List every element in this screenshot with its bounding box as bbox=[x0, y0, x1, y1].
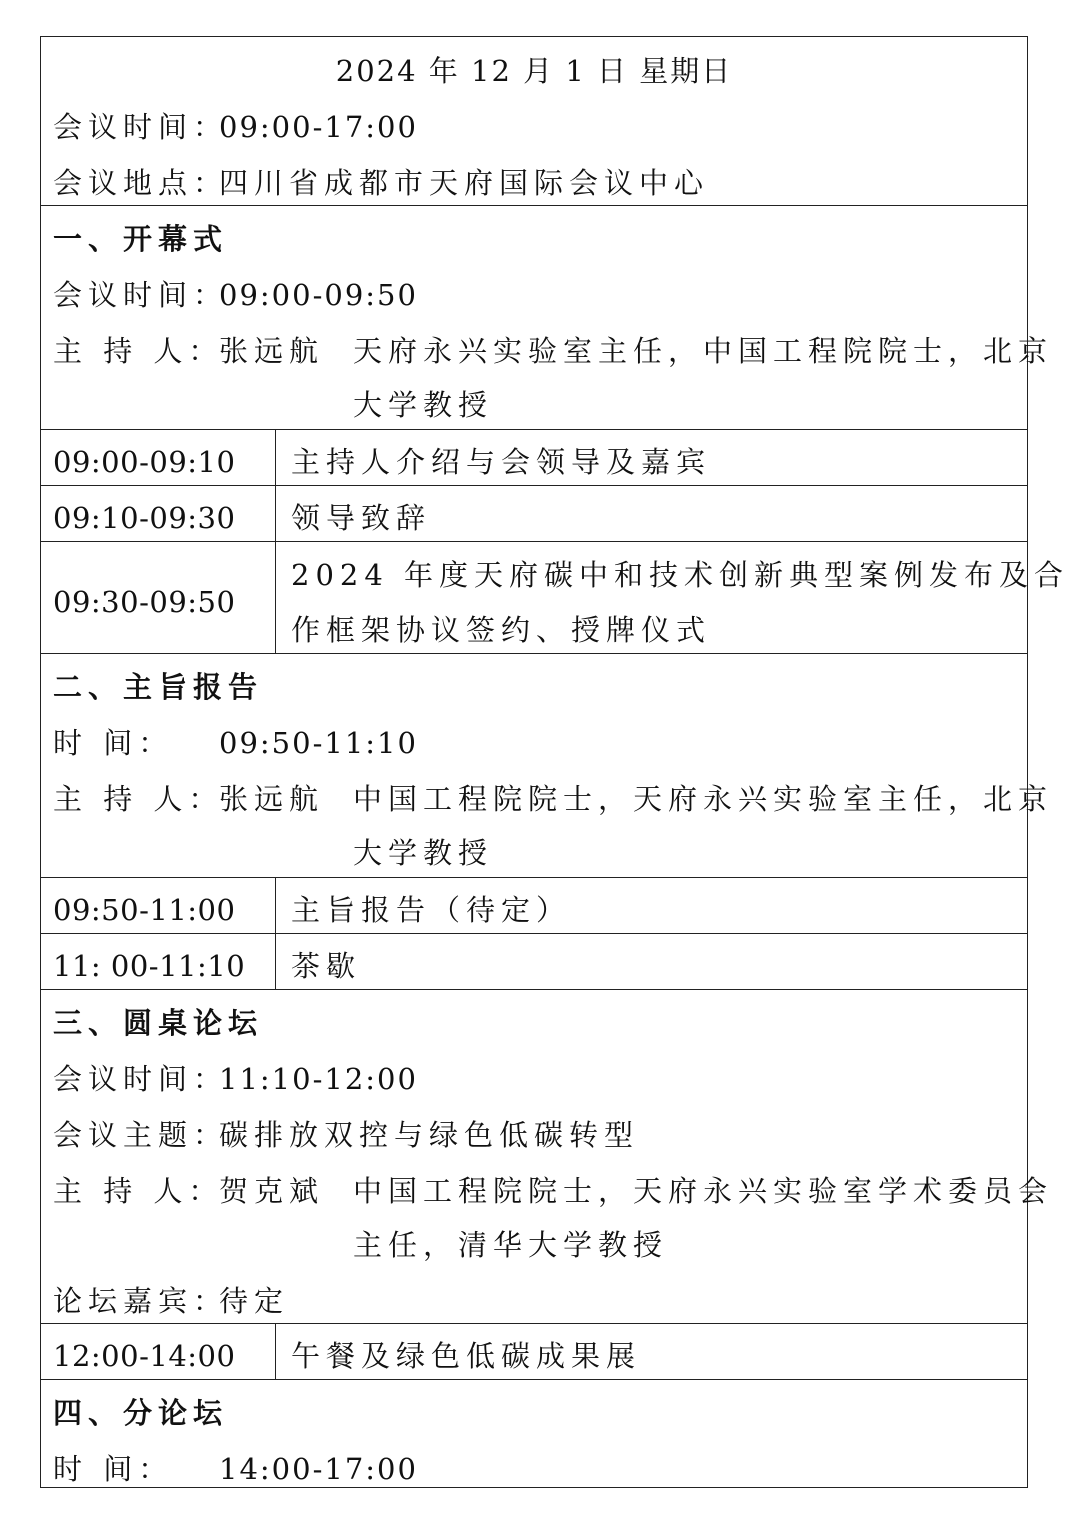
divider bbox=[41, 877, 1027, 878]
s3-theme-value: 碳排放双控与绿色低碳转型 bbox=[219, 1118, 640, 1152]
s1-row1-time: 09:00-09:10 bbox=[53, 445, 236, 479]
s1-row3-time: 09:30-09:50 bbox=[53, 585, 236, 619]
s2-row2-desc: 茶歇 bbox=[291, 949, 362, 983]
s1-row2-desc: 领导致辞 bbox=[291, 501, 432, 535]
s3-time-value: 11:10-12:00 bbox=[219, 1062, 418, 1096]
s1-row1-desc: 主持人介绍与会领导及嘉宾 bbox=[291, 445, 712, 479]
s2-row1-time: 09:50-11:00 bbox=[53, 893, 236, 927]
section-title-keynote: 二、主旨报告 bbox=[53, 670, 264, 704]
divider bbox=[41, 485, 1027, 486]
divider bbox=[41, 933, 1027, 934]
header-place-label: 会议地点： bbox=[53, 166, 229, 200]
divider bbox=[41, 989, 1027, 990]
s3-host-role-line1: 中国工程院院士，天府永兴实验室学术委员会 bbox=[353, 1174, 1054, 1208]
divider bbox=[41, 1323, 1027, 1324]
s4-time-value: 14:00-17:00 bbox=[219, 1452, 418, 1486]
s3-guests-label: 论坛嘉宾： bbox=[53, 1284, 229, 1318]
section-title-opening: 一、开幕式 bbox=[53, 222, 229, 256]
s1-host-label: 主 持 人： bbox=[53, 334, 224, 368]
s2-host-role-line2: 大学教授 bbox=[353, 836, 494, 870]
s4-time-label: 时 间： bbox=[53, 1452, 174, 1486]
divider bbox=[41, 1379, 1027, 1380]
s3-theme-label: 会议主题： bbox=[53, 1118, 229, 1152]
s3-host-name: 贺克斌 bbox=[219, 1174, 325, 1208]
s3-host-label: 主 持 人： bbox=[53, 1174, 224, 1208]
s3-host-role-line2: 主任，清华大学教授 bbox=[353, 1228, 669, 1262]
s1-time-label: 会议时间： bbox=[53, 278, 229, 312]
header-place-value: 四川省成都市天府国际会议中心 bbox=[219, 166, 710, 200]
header-time-value: 09:00-17:00 bbox=[219, 110, 418, 144]
divider bbox=[41, 429, 1027, 430]
s1-host-role-line2: 大学教授 bbox=[353, 388, 494, 422]
divider bbox=[41, 541, 1027, 542]
s2-row2-time: 11: 00-11:10 bbox=[53, 949, 246, 983]
date-line: 2024 年 12 月 1 日 星期日 bbox=[335, 54, 733, 88]
s3-guests-value: 待定 bbox=[219, 1284, 290, 1318]
s3-time-label: 会议时间： bbox=[53, 1062, 229, 1096]
s2-row1-desc: 主旨报告（待定） bbox=[291, 893, 572, 927]
s3-row1-time: 12:00-14:00 bbox=[53, 1339, 236, 1373]
s1-row3-desc-line1: 2024 年度天府碳中和技术创新典型案例发布及合 bbox=[291, 558, 1070, 592]
header-time-label: 会议时间： bbox=[53, 110, 229, 144]
section-title-roundtable: 三、圆桌论坛 bbox=[53, 1006, 264, 1040]
s2-host-label: 主 持 人： bbox=[53, 782, 224, 816]
s2-time-label: 时 间： bbox=[53, 726, 174, 760]
s1-host-name: 张远航 bbox=[219, 334, 325, 368]
s3-row1-desc: 午餐及绿色低碳成果展 bbox=[291, 1339, 642, 1373]
s1-row3-desc-line2: 作框架协议签约、授牌仪式 bbox=[291, 613, 712, 647]
s2-host-name: 张远航 bbox=[219, 782, 325, 816]
s1-row2-time: 09:10-09:30 bbox=[53, 501, 236, 535]
agenda-table bbox=[40, 36, 1070, 1488]
s1-time-value: 09:00-09:50 bbox=[219, 278, 418, 312]
s2-time-value: 09:50-11:10 bbox=[219, 726, 418, 760]
s2-host-role-line1: 中国工程院院士，天府永兴实验室主任，北京 bbox=[353, 782, 1054, 816]
section-title-subforum: 四、分论坛 bbox=[53, 1396, 229, 1430]
column-divider bbox=[275, 1323, 276, 1379]
divider bbox=[41, 653, 1027, 654]
divider bbox=[41, 205, 1027, 206]
s1-host-role-line1: 天府永兴实验室主任，中国工程院院士，北京 bbox=[353, 334, 1054, 368]
